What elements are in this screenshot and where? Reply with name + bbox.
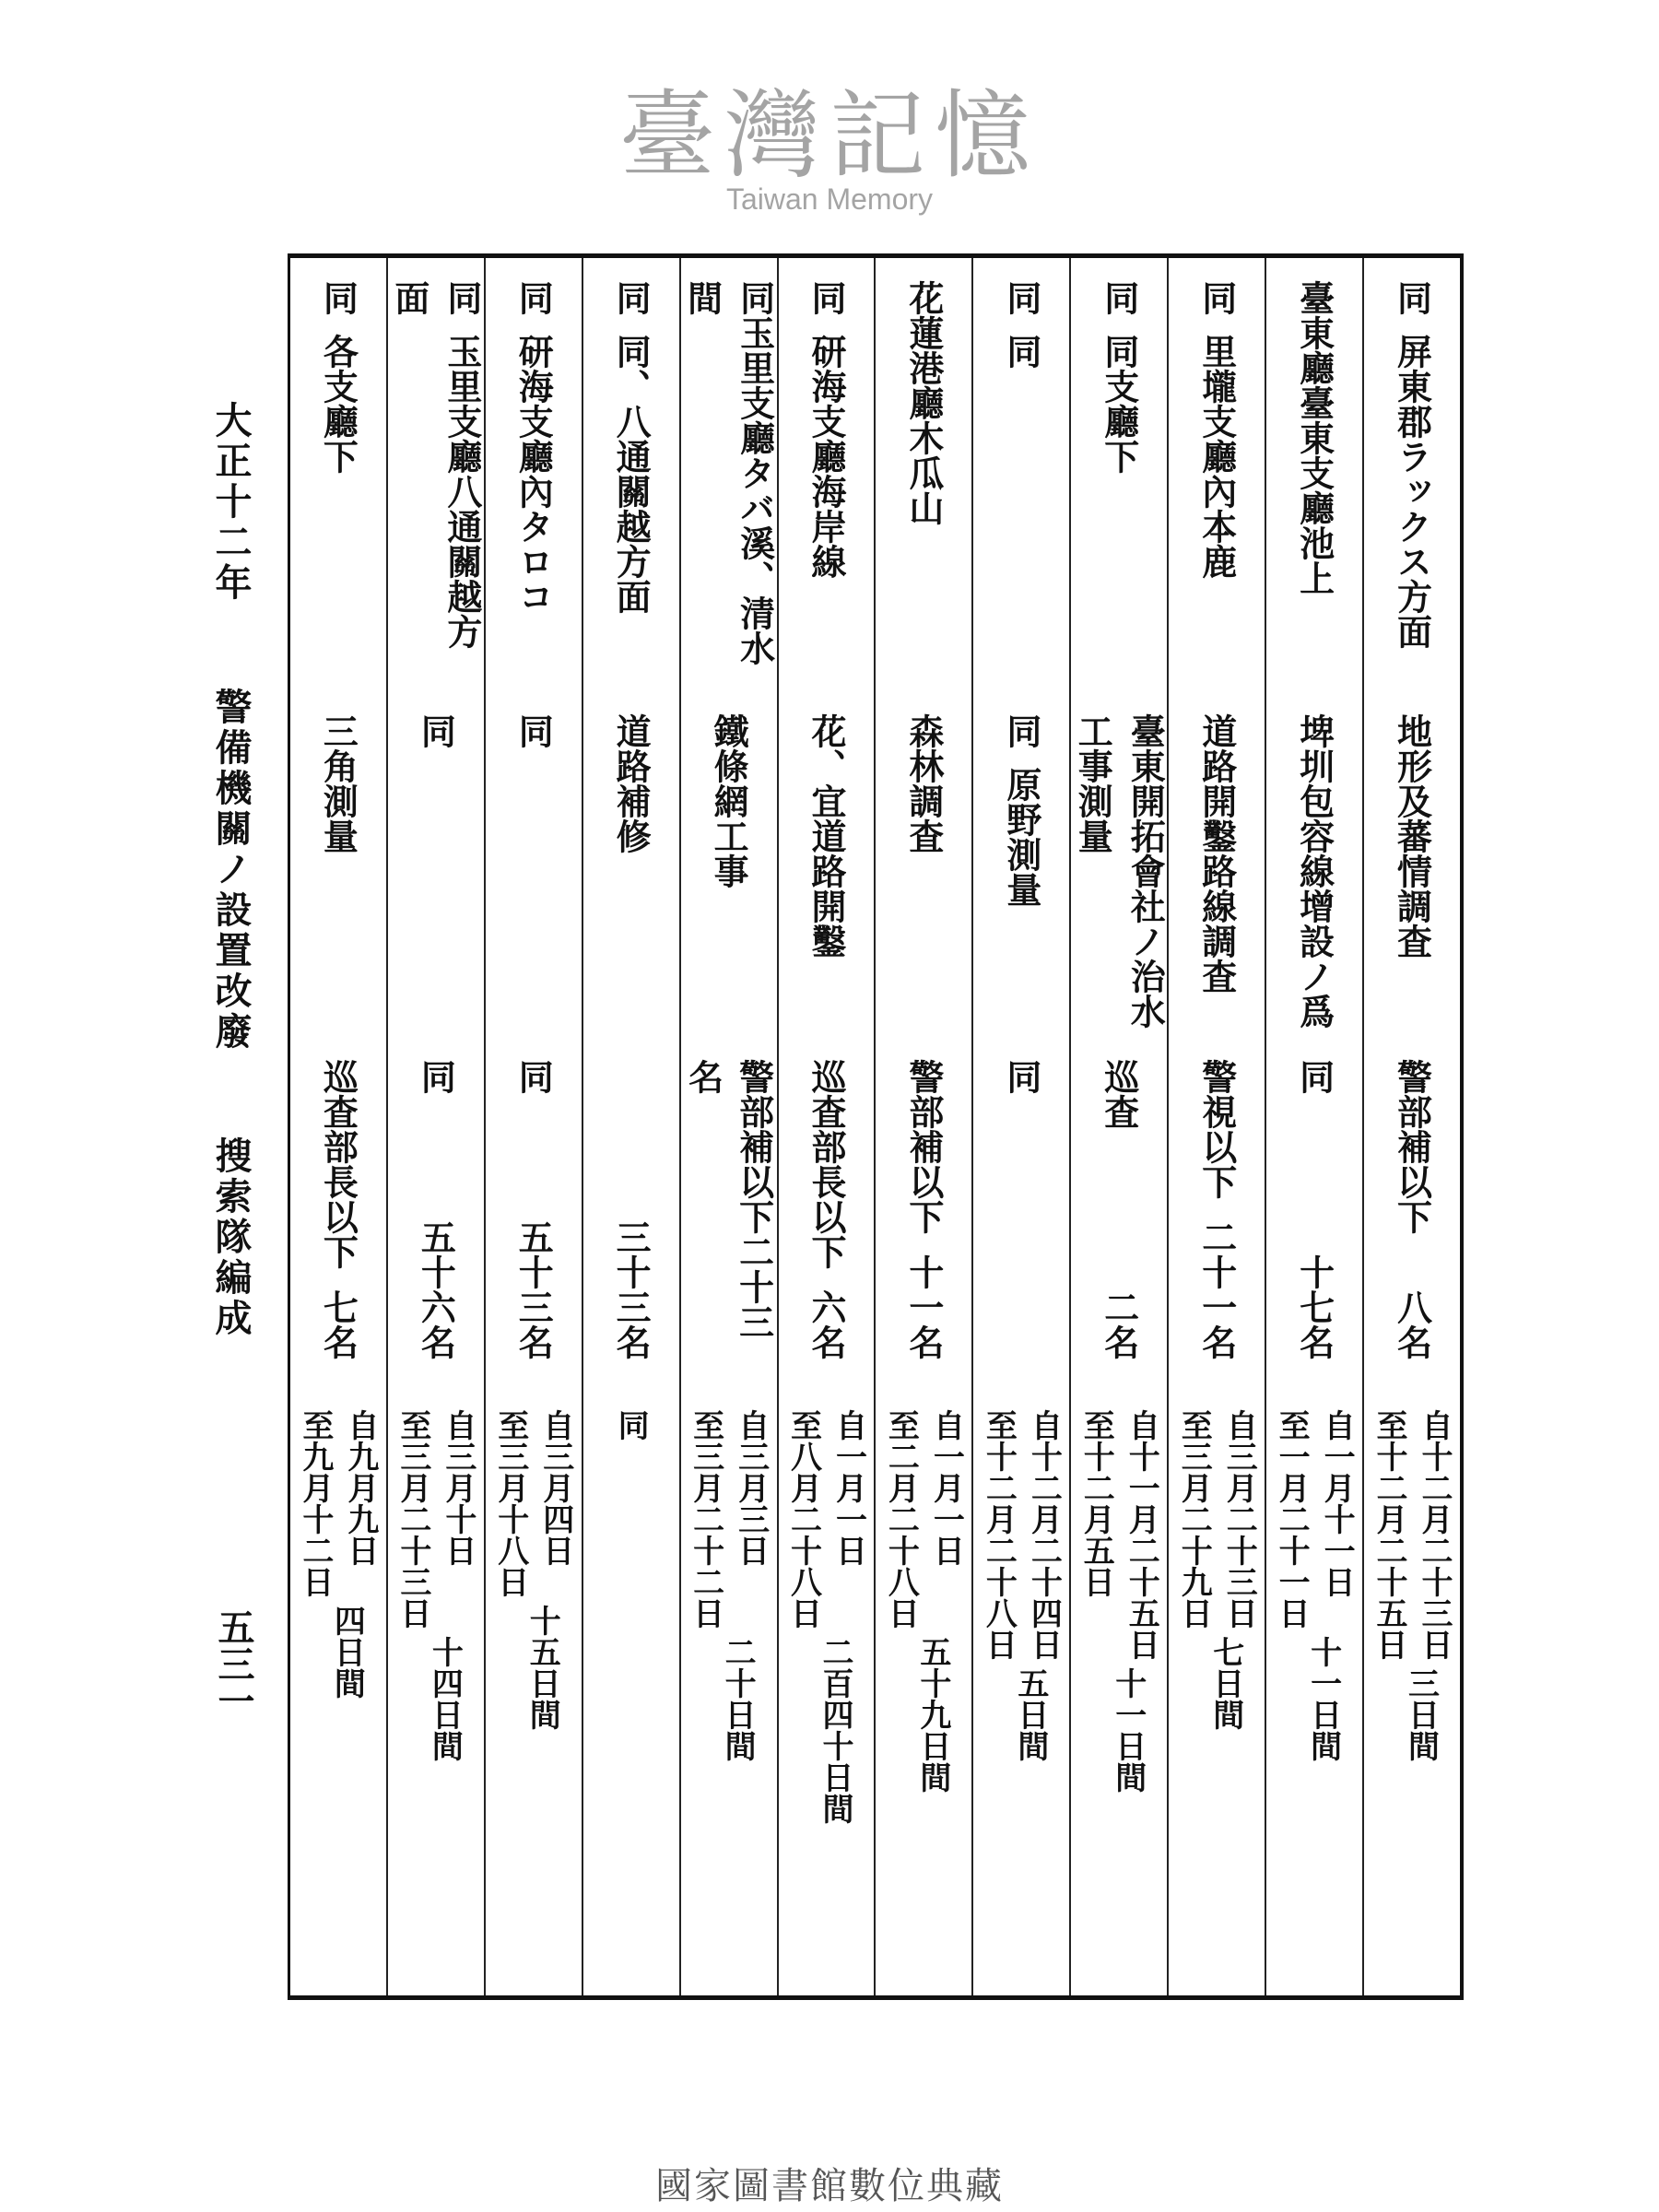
place-cell [486, 258, 582, 691]
staff-cell [486, 1037, 582, 1387]
table-column [971, 258, 1069, 1995]
place-cell [290, 258, 386, 691]
table-column [386, 258, 484, 1995]
staff-count: 十七名 [1293, 1254, 1335, 1359]
period-from: 自三月二十三日 [1220, 1409, 1258, 1629]
period-to: 至三月十八日 [491, 1409, 529, 1597]
staff-cell [1266, 1037, 1362, 1387]
period-to: 至三月二十三日 [394, 1409, 431, 1629]
period-duration: 十五日間 [524, 1605, 561, 1730]
period-to: 至一月二十一日 [1273, 1409, 1311, 1629]
staff-rank: 警部補以下 [1391, 1059, 1433, 1234]
staff-cell [388, 1037, 484, 1387]
place-cell [1169, 258, 1265, 691]
period-cell [1364, 1387, 1460, 1995]
period-to: 至三月二十二日 [687, 1409, 724, 1629]
period-from: 自三月四日 [536, 1409, 574, 1566]
purpose: 道路開鑿路線調査 [1195, 713, 1238, 994]
header-year: 大正十二年 [209, 401, 253, 604]
staff-cell [290, 1037, 386, 1387]
place-prefix: 同 [317, 280, 359, 315]
staff-rank: 同 [1293, 1059, 1335, 1094]
table-column [1265, 258, 1362, 1995]
place-name: 里壠支廳內本鹿 [1195, 334, 1238, 579]
staff-rank: 同 [512, 1059, 555, 1094]
header-chapter: 警備機關ノ設置改廢 [209, 688, 253, 1053]
period-from: 自三月三日 [732, 1409, 770, 1566]
purpose: 鐵條網工事 [708, 713, 750, 888]
staff-rank: 同 [415, 1059, 457, 1094]
staff-cell [1071, 1037, 1167, 1387]
place-name: 屏東郡ラックス方面 [1391, 334, 1433, 649]
table-column [874, 258, 971, 1995]
purpose: 花、宜道路開鑿 [806, 713, 847, 959]
period-duration: 七日間 [1206, 1636, 1244, 1730]
period-cell [1169, 1387, 1265, 1995]
table-column [290, 258, 386, 1995]
purpose-cell [1364, 691, 1460, 1037]
place-name: 同玉里支廳タバ溪、清水 [734, 280, 776, 665]
staff-count: 五十六名 [415, 1219, 457, 1359]
staff-cell [779, 1037, 875, 1387]
staff-count: 三十三名 [610, 1219, 653, 1359]
period-cell [1266, 1387, 1362, 1995]
purpose-cont: 工事測量 [1072, 713, 1114, 853]
staff-count: 十一名 [902, 1254, 945, 1359]
period-duration: 五十九日間 [913, 1636, 951, 1793]
place-name: 研海支廳海岸線 [806, 334, 847, 579]
page-number: 五三一 [212, 1608, 255, 1719]
place-prefix: 同 [1098, 280, 1140, 315]
table-column [777, 258, 875, 1995]
watermark-cn: 臺灣記憶 [618, 79, 1040, 192]
period-to: 至十二月二十八日 [980, 1409, 1018, 1660]
staff-rank: 巡査 [1098, 1059, 1140, 1129]
period-cell [388, 1387, 484, 1995]
staff-cell [1364, 1037, 1460, 1387]
staff-cell [681, 1037, 777, 1387]
purpose: 原野測量 [1000, 767, 1042, 907]
period-to: 至三月二十九日 [1175, 1409, 1213, 1629]
period-from: 同 [612, 1409, 650, 1441]
place-name: 各支廳下 [317, 334, 359, 474]
purpose-cell [290, 691, 386, 1037]
purpose-cell [779, 691, 875, 1037]
staff-cell [876, 1037, 971, 1387]
purpose-cell [973, 691, 1069, 1037]
purpose: 同 [415, 713, 457, 748]
period-cell [681, 1387, 777, 1995]
staff-rank: 巡査部長以下 [317, 1059, 359, 1269]
purpose-cell [1071, 691, 1167, 1037]
place-name-cont: 間 [681, 280, 724, 315]
footer-credit: 國家圖書館數位典藏 [655, 2165, 1004, 2207]
search-party-table [288, 253, 1464, 2000]
staff-count: 八名 [1391, 1289, 1433, 1359]
staff-count: 六名 [806, 1289, 847, 1359]
staff-rank: 警部補以下 [902, 1059, 945, 1234]
purpose-cell [1266, 691, 1362, 1037]
purpose-cell [681, 691, 777, 1037]
purpose: 同 [512, 713, 555, 748]
period-cell [486, 1387, 582, 1995]
place-prefix: 同 [610, 280, 653, 315]
table-column [1069, 258, 1167, 1995]
period-from: 自十一月二十五日 [1123, 1409, 1160, 1660]
period-cell [1071, 1387, 1167, 1995]
place-name-cont: 面 [388, 280, 430, 315]
place-cell [681, 258, 777, 691]
period-to: 至八月二十八日 [784, 1409, 822, 1629]
place-name: 同 [1000, 334, 1042, 369]
period-from: 自十二月二十三日 [1416, 1409, 1453, 1660]
table-column [1167, 258, 1265, 1995]
place-prefix: 同 [1195, 280, 1238, 315]
period-duration: 三日間 [1402, 1667, 1440, 1761]
period-duration: 二十日間 [719, 1636, 757, 1761]
table-column [1362, 258, 1460, 1995]
period-from: 自三月十日 [439, 1409, 477, 1566]
place-cell [876, 258, 971, 691]
period-duration: 十一日間 [1109, 1667, 1147, 1793]
purpose: 地形及蕃情調査 [1391, 713, 1433, 959]
staff-rank: 警視以下 [1195, 1059, 1238, 1199]
period-duration: 四日間 [328, 1605, 366, 1699]
purpose-cell [583, 691, 679, 1037]
place-cell [388, 258, 484, 691]
staff-cell [583, 1037, 679, 1387]
place-prefix: 同 [1000, 280, 1042, 315]
purpose-prefix: 同 [1000, 713, 1042, 748]
watermark [590, 79, 1069, 217]
period-to: 至二月二十八日 [882, 1409, 920, 1629]
period-cell [876, 1387, 971, 1995]
purpose: 森林調査 [902, 713, 945, 853]
purpose: 道路補修 [610, 713, 653, 853]
period-cell [973, 1387, 1069, 1995]
period-from: 自九月九日 [341, 1409, 379, 1566]
header-section: 搜索隊編成 [209, 1136, 253, 1339]
period-to: 至十二月五日 [1077, 1409, 1115, 1597]
staff-cell [1169, 1037, 1265, 1387]
period-from: 自一月一日 [927, 1409, 965, 1566]
place-name: 同、八通關越方面 [610, 334, 653, 614]
staff-cell [973, 1037, 1069, 1387]
place-cell [1364, 258, 1460, 691]
purpose-cell [876, 691, 971, 1037]
purpose: 三角測量 [317, 713, 359, 853]
period-cell [583, 1387, 679, 1995]
purpose-cell [1169, 691, 1265, 1037]
period-from: 自十二月二十四日 [1025, 1409, 1063, 1660]
place-cell [1071, 258, 1167, 691]
period-from: 自一月十一日 [1318, 1409, 1356, 1597]
place-cell [583, 258, 679, 691]
period-duration: 二百四十日間 [817, 1636, 853, 1824]
table-column [484, 258, 582, 1995]
watermark-en: Taiwan Memory [725, 182, 934, 217]
place-cell [779, 258, 875, 691]
place-cell [1266, 258, 1362, 691]
table-column [582, 258, 679, 1995]
period-cell [779, 1387, 875, 1995]
staff-count: 七名 [317, 1289, 359, 1359]
place-name: 研海支廳內タロコ [512, 334, 555, 614]
period-cell [290, 1387, 386, 1995]
period-duration: 十四日間 [426, 1636, 464, 1761]
staff-count: 二十一名 [1195, 1219, 1238, 1359]
period-duration: 五日間 [1011, 1667, 1049, 1761]
place-prefix: 同 [512, 280, 555, 315]
place-name: 花蓮港廳木瓜山 [902, 280, 945, 525]
place-prefix: 同 [806, 280, 847, 315]
purpose-cell [388, 691, 484, 1037]
place-prefix: 同 [1391, 280, 1433, 315]
table-column [679, 258, 777, 1995]
place-name: 玉里支廳八通關越方 [441, 334, 483, 649]
place-name: 同支廳下 [1098, 334, 1140, 474]
period-from: 自一月一日 [830, 1409, 867, 1566]
period-duration: 十一日間 [1304, 1636, 1342, 1761]
purpose-cell [486, 691, 582, 1037]
staff-rank: 警部補以下二十三名 [682, 1059, 775, 1339]
place-prefix: 同 [441, 280, 483, 315]
period-to: 至十二月二十五日 [1371, 1409, 1408, 1660]
period-to: 至九月十二日 [296, 1409, 334, 1597]
place-cell [973, 258, 1069, 691]
place-name: 臺東廳臺東支廳池上 [1293, 280, 1335, 595]
staff-count: 五十三名 [512, 1219, 555, 1359]
purpose: 埤圳包容線增設ノ爲 [1293, 713, 1335, 1029]
purpose: 臺東開拓會社ノ治水 [1124, 713, 1167, 1029]
staff-count: 二名 [1098, 1289, 1140, 1359]
staff-rank: 同 [1000, 1059, 1042, 1094]
running-header [205, 401, 257, 1376]
staff-rank: 巡査部長以下 [806, 1059, 847, 1269]
